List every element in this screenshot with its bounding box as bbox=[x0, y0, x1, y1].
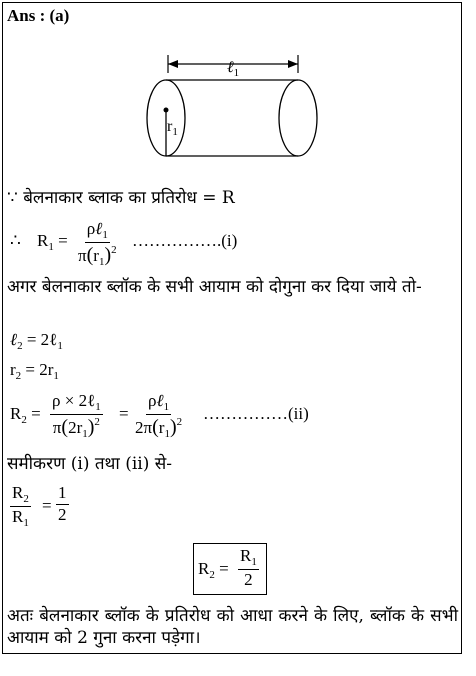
r1-lhs: $R_1$ = bbox=[37, 231, 68, 253]
ratio-fraction: $\frac{R_2}{R_1}$ bbox=[12, 483, 29, 530]
ratio-equals: = bbox=[42, 496, 52, 515]
l2-equation: ℓ$_2$ = 2ℓ$_1$ bbox=[10, 330, 63, 352]
answer-label: Ans : (a) bbox=[7, 6, 70, 25]
r2-lhs: $R_2$ = bbox=[10, 404, 41, 426]
radius-label: $r_1$ bbox=[167, 118, 178, 138]
given-line: ∵ बेलनाकार ब्लाक का प्रतिरोध = R bbox=[7, 188, 235, 208]
r2-fraction-a: ρ × 2ℓ$_1$ $\pi(2r_1)^2$ bbox=[52, 391, 101, 441]
r2-fraction-b: ρℓ$_1$ $2\pi(r_1)^2$ bbox=[135, 391, 183, 441]
r1-fraction: ρℓ$_1$ $\pi(r_1)^2$ bbox=[78, 219, 117, 269]
half-fraction: $\frac{1}{2}$ bbox=[58, 483, 67, 524]
doubling-paragraph: अगर बेलनाकार ब्लॉक के सभी आयाम को दोगुना कर दिया जाये तो- bbox=[7, 277, 422, 297]
therefore-symbol: ∴ bbox=[10, 231, 21, 250]
cylinder-diagram bbox=[0, 0, 476, 180]
from-equations-line: समीकरण (i) तथा (ii) से- bbox=[7, 454, 173, 474]
r2-equals: = bbox=[119, 404, 129, 423]
r2-equation: $r_2 = 2r_1$ bbox=[10, 360, 59, 382]
equation-ii-marker: ……………(ii) bbox=[203, 404, 309, 423]
conclusion-paragraph: अतः बेलनाकार ब्लॉक के प्रतिरोध को आधा करने के लिए, ब्लॉक के सभी आयाम को 2 गुना करना पड़ेगा। bbox=[7, 606, 458, 648]
boxed-fraction: $\frac{R_1}{2}$ bbox=[240, 546, 257, 590]
equation-i-marker: …………….(i) bbox=[132, 231, 238, 250]
boxed-lhs: $R_2$ = bbox=[198, 559, 229, 581]
length-label: ℓ$_1$ bbox=[227, 59, 240, 79]
